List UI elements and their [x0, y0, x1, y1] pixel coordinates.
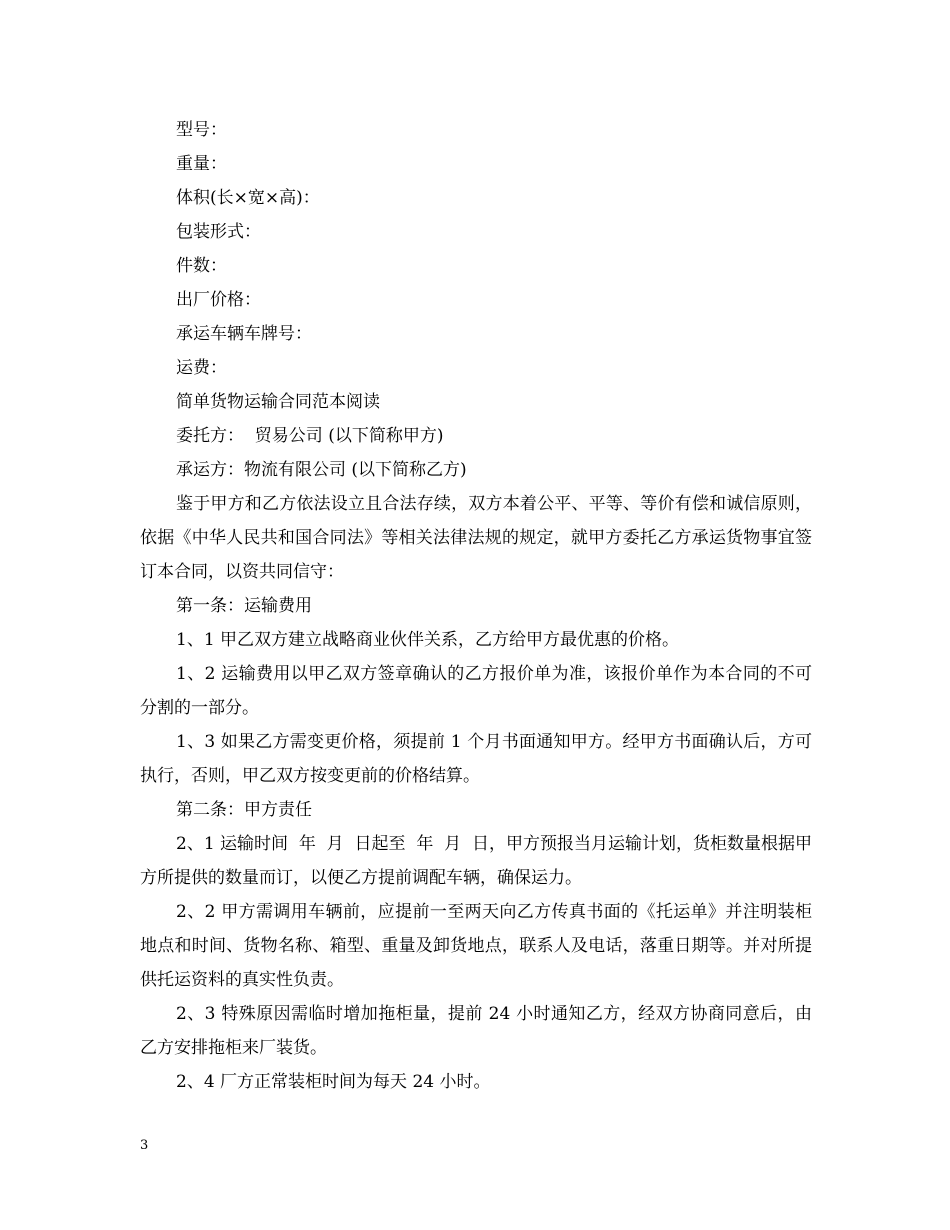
article1-item-1: 1、1 甲乙双方建立战略商业伙伴关系，乙方给甲方最优惠的价格。	[176, 630, 680, 650]
article2-item-1: 2、1 运输时间 年 月 日起至 年 月 日，甲方预报当月运输计划，货柜数量根据甲方所提供的数量而订，以便乙方提前调配车辆，确保运力。	[140, 834, 812, 888]
field-weight: 重量：	[176, 154, 227, 174]
article2-item-4: 2、4 厂方正常装柜时间为每天 24 小时。	[176, 1072, 491, 1092]
field-model: 型号：	[176, 120, 227, 140]
article2-heading: 第二条：甲方责任	[176, 800, 312, 820]
field-freight: 运费：	[176, 358, 227, 378]
article1-item-2: 1、2 运输费用以甲乙双方签章确认的乙方报价单为准，该报价单作为本合同的不可分割的一部分。	[140, 664, 812, 718]
article1-item-3: 1、3 如果乙方需变更价格，须提前 1 个月书面通知甲方。经甲方书面确认后，方可执行，否则，甲乙双方按变更前的价格结算。	[140, 732, 812, 786]
party-a: 委托方： 贸易公司 (以下简称甲方)	[176, 426, 444, 446]
article2-item-3: 2、3 特殊原因需临时增加拖柜量，提前 24 小时通知乙方，经双方协商同意后，由乙方安排拖柜来厂装货。	[140, 1004, 812, 1058]
field-volume: 体积(长×宽×高)：	[176, 188, 320, 208]
preamble-paragraph: 鉴于甲方和乙方依法设立且合法存续，双方本着公平、平等、等价有偿和诚信原则，依据《中华人民共和国合同法》等相关法律法规的规定，就甲方委托乙方承运货物事宜签订本合同，以资共同信守：	[140, 494, 812, 582]
field-quantity: 件数：	[176, 256, 227, 276]
field-packaging: 包装形式：	[176, 222, 261, 242]
field-plate-number: 承运车辆车牌号：	[176, 324, 312, 344]
article2-item-2: 2、2 甲方需调用车辆前，应提前一至两天向乙方传真书面的《托运单》并注明装柜地点和时间、货物名称、箱型、重量及卸货地点，联系人及电话，落重日期等。并对所提供托运资料的真实性负责。	[140, 902, 812, 990]
party-b: 承运方：物流有限公司 (以下简称乙方)	[176, 460, 467, 480]
page-number: 3	[140, 1138, 149, 1153]
contract-title: 简单货物运输合同范本阅读	[176, 392, 380, 412]
document-body	[140, 113, 812, 1099]
article1-heading: 第一条：运输费用	[176, 596, 312, 616]
field-factory-price: 出厂价格：	[176, 290, 261, 310]
